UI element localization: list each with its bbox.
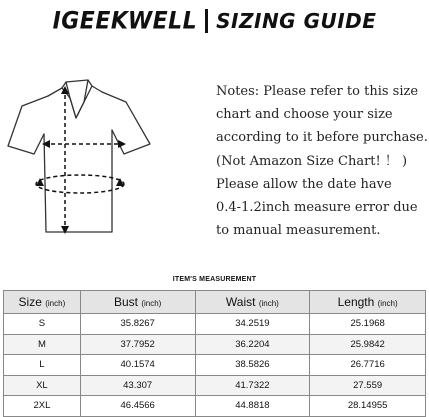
bust-arrow-left: [42, 140, 50, 148]
waist-cell: 41.7322: [195, 375, 310, 396]
table-row: [4, 334, 426, 355]
size-cell: 2XL: [4, 396, 81, 417]
waist-cell: 34.2519: [195, 314, 310, 335]
table-header-row: [4, 291, 426, 314]
brand-name: IGEEKWELL: [52, 7, 198, 35]
header: [0, 6, 429, 36]
bust-arrow-right: [118, 140, 126, 148]
shirt-body: [44, 130, 112, 232]
size-cell: XL: [4, 375, 81, 396]
length-cell: 28.14955: [310, 396, 426, 417]
waist-measure-ellipse: [36, 175, 124, 193]
waist-cell: 44.8818: [195, 396, 310, 417]
table-row: [4, 314, 426, 335]
waist-cell: 38.5826: [195, 355, 310, 376]
table-row: [4, 375, 426, 396]
size-cell: S: [4, 314, 81, 335]
bust-cell: 40.1574: [80, 355, 195, 376]
bust-cell: 43.307: [80, 375, 195, 396]
notes-line: according to it before purchase.: [216, 130, 428, 146]
length-arrow-bottom: [61, 226, 69, 234]
column-header-length: Length (inch): [310, 291, 426, 314]
notes-line: to manual measurement.: [216, 223, 381, 239]
table-row: [4, 355, 426, 376]
notes-line: Please allow the date have: [216, 176, 392, 192]
length-cell: 26.7716: [310, 355, 426, 376]
size-table: [3, 290, 426, 417]
header-divider: [205, 9, 208, 33]
notes-line: Notes: Please refer to this size: [216, 84, 419, 99]
size-cell: L: [4, 355, 81, 376]
table-title: ITEM'S MEASUREMENT: [172, 276, 257, 283]
shirt-diagram: [0, 74, 200, 244]
column-header-size: Size (inch): [4, 291, 81, 314]
notes-text: [216, 80, 426, 242]
bust-cell: 46.4566: [80, 396, 195, 417]
column-header-bust: Bust (inch): [80, 291, 195, 314]
notes-line: chart and choose your size: [216, 107, 393, 123]
length-cell: 25.9842: [310, 334, 426, 355]
bust-cell: 37.7952: [80, 334, 195, 355]
notes-line: (Not Amazon Size Chart! ！ ): [216, 153, 408, 169]
table-row: [4, 396, 426, 417]
notes-line: 0.4-1.2inch measure error due: [216, 200, 418, 216]
size-cell: M: [4, 334, 81, 355]
length-cell: 25.1968: [310, 314, 426, 335]
column-header-waist: Waist (inch): [195, 291, 310, 314]
waist-cell: 36.2204: [195, 334, 310, 355]
left-sleeve: [8, 96, 48, 154]
bust-cell: 35.8267: [80, 314, 195, 335]
length-cell: 27.559: [310, 375, 426, 396]
page-title: SIZING GUIDE: [216, 9, 377, 33]
